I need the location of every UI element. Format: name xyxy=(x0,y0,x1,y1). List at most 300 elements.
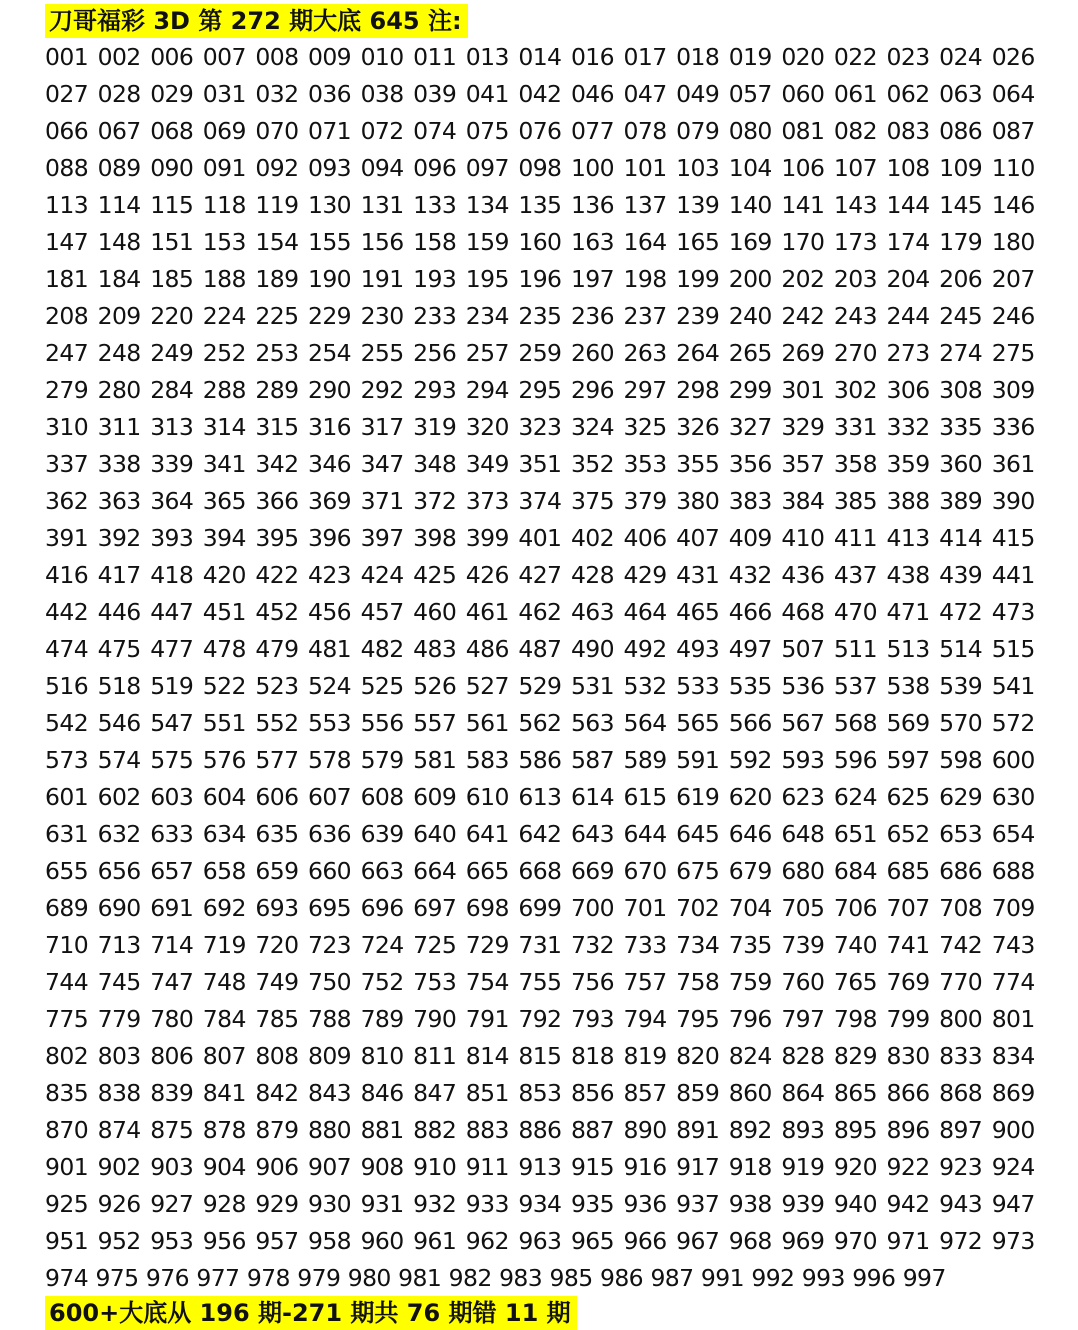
number-cell: 753 xyxy=(413,967,457,996)
number-cell: 586 xyxy=(518,745,562,774)
number-cell: 144 xyxy=(886,190,930,219)
number-cell: 958 xyxy=(307,1226,352,1255)
number-cell: 410 xyxy=(781,523,825,552)
number-cell: 732 xyxy=(570,930,614,959)
number-cell: 259 xyxy=(518,338,562,367)
number-cell: 038 xyxy=(360,79,404,108)
number-cell: 486 xyxy=(465,634,509,663)
number-cell: 156 xyxy=(360,227,404,256)
number-cell: 561 xyxy=(465,708,509,737)
number-cell: 375 xyxy=(570,486,614,515)
number-cell: 208 xyxy=(45,301,89,330)
number-cell: 656 xyxy=(97,856,141,885)
number-cell: 407 xyxy=(676,523,720,552)
number-cell: 808 xyxy=(255,1041,299,1070)
number-cell: 022 xyxy=(833,42,877,71)
number-row xyxy=(45,1074,1035,1111)
number-cell: 308 xyxy=(939,375,983,404)
number-cell: 242 xyxy=(781,301,825,330)
number-cell: 516 xyxy=(45,671,89,700)
number-cell: 760 xyxy=(781,967,825,996)
number-cell: 089 xyxy=(97,153,141,182)
number-cell: 299 xyxy=(728,375,772,404)
number-cell: 803 xyxy=(97,1041,141,1070)
number-cell: 356 xyxy=(728,449,772,478)
number-cell: 739 xyxy=(781,930,825,959)
number-cell: 532 xyxy=(623,671,667,700)
number-cell: 756 xyxy=(570,967,614,996)
number-cell: 800 xyxy=(939,1004,983,1033)
number-cell: 096 xyxy=(413,153,457,182)
number-cell: 620 xyxy=(728,782,772,811)
number-cell: 230 xyxy=(360,301,404,330)
number-cell: 184 xyxy=(97,264,141,293)
number-cell: 135 xyxy=(518,190,562,219)
number-cell: 324 xyxy=(570,412,614,441)
number-cell: 159 xyxy=(465,227,509,256)
number-cell: 578 xyxy=(307,745,352,774)
number-cell: 976 xyxy=(145,1263,189,1292)
number-cell: 507 xyxy=(781,634,825,663)
number-cell: 705 xyxy=(781,893,825,922)
number-cell: 895 xyxy=(833,1115,877,1144)
number-cell: 013 xyxy=(465,42,509,71)
number-cell: 538 xyxy=(886,671,930,700)
number-cell: 892 xyxy=(728,1115,772,1144)
number-cell: 965 xyxy=(570,1226,614,1255)
number-cell: 264 xyxy=(676,338,720,367)
number-cell: 091 xyxy=(202,153,246,182)
number-cell: 940 xyxy=(833,1189,877,1218)
number-cell: 810 xyxy=(360,1041,404,1070)
number-cell: 396 xyxy=(307,523,352,552)
number-cell: 338 xyxy=(97,449,141,478)
number-cell: 394 xyxy=(202,523,246,552)
number-cell: 399 xyxy=(465,523,509,552)
number-cell: 563 xyxy=(570,708,614,737)
number-cell: 847 xyxy=(413,1078,457,1107)
number-cell: 413 xyxy=(886,523,930,552)
number-cell: 257 xyxy=(465,338,509,367)
number-cell: 527 xyxy=(465,671,509,700)
number-cell: 366 xyxy=(255,486,299,515)
number-cell: 866 xyxy=(886,1078,930,1107)
number-cell: 572 xyxy=(991,708,1035,737)
number-cell: 610 xyxy=(465,782,509,811)
number-cell: 704 xyxy=(728,893,772,922)
number-row xyxy=(45,556,1035,593)
number-cell: 470 xyxy=(833,597,877,626)
number-cell: 146 xyxy=(991,190,1035,219)
number-cell: 551 xyxy=(202,708,246,737)
number-cell: 139 xyxy=(676,190,720,219)
number-cell: 911 xyxy=(465,1152,509,1181)
number-cell: 923 xyxy=(939,1152,983,1181)
number-cell: 522 xyxy=(202,671,246,700)
number-cell: 024 xyxy=(939,42,983,71)
number-cell: 298 xyxy=(676,375,720,404)
number-cell: 002 xyxy=(97,42,141,71)
number-cell: 780 xyxy=(150,1004,194,1033)
number-cell: 996 xyxy=(852,1263,896,1292)
number-cell: 936 xyxy=(623,1189,667,1218)
number-cell: 576 xyxy=(202,745,246,774)
number-cell: 472 xyxy=(939,597,983,626)
number-cell: 798 xyxy=(833,1004,877,1033)
number-cell: 757 xyxy=(623,967,667,996)
number-cell: 006 xyxy=(150,42,194,71)
number-cell: 985 xyxy=(549,1263,593,1292)
number-cell: 633 xyxy=(150,819,194,848)
number-cell: 890 xyxy=(623,1115,667,1144)
number-cell: 573 xyxy=(45,745,89,774)
number-cell: 326 xyxy=(676,412,720,441)
number-cell: 963 xyxy=(518,1226,562,1255)
number-cell: 197 xyxy=(570,264,614,293)
number-cell: 706 xyxy=(833,893,877,922)
number-cell: 401 xyxy=(518,523,562,552)
number-cell: 664 xyxy=(413,856,457,885)
number-cell: 173 xyxy=(833,227,877,256)
number-cell: 109 xyxy=(939,153,983,182)
number-cell: 263 xyxy=(623,338,667,367)
number-cell: 900 xyxy=(991,1115,1035,1144)
number-cell: 606 xyxy=(255,782,299,811)
number-cell: 327 xyxy=(728,412,772,441)
number-cell: 960 xyxy=(360,1226,404,1255)
number-cell: 463 xyxy=(570,597,614,626)
number-cell: 796 xyxy=(728,1004,772,1033)
number-cell: 224 xyxy=(202,301,246,330)
number-cell: 720 xyxy=(255,930,299,959)
number-cell: 991 xyxy=(700,1263,744,1292)
number-cell: 770 xyxy=(939,967,983,996)
number-cell: 562 xyxy=(518,708,562,737)
number-cell: 865 xyxy=(833,1078,877,1107)
number-cell: 784 xyxy=(202,1004,246,1033)
number-cell: 148 xyxy=(97,227,141,256)
number-cell: 026 xyxy=(991,42,1035,71)
number-cell: 465 xyxy=(676,597,720,626)
number-cell: 896 xyxy=(886,1115,930,1144)
number-cell: 426 xyxy=(465,560,509,589)
number-cell: 188 xyxy=(202,264,246,293)
number-cell: 967 xyxy=(676,1226,720,1255)
number-cell: 513 xyxy=(886,634,930,663)
number-cell: 103 xyxy=(676,153,720,182)
number-cell: 190 xyxy=(307,264,352,293)
number-cell: 723 xyxy=(307,930,352,959)
number-cell: 209 xyxy=(97,301,141,330)
number-cell: 097 xyxy=(465,153,509,182)
number-cell: 569 xyxy=(886,708,930,737)
number-cell: 380 xyxy=(676,486,720,515)
number-cell: 640 xyxy=(413,819,457,848)
number-cell: 574 xyxy=(97,745,141,774)
number-cell: 275 xyxy=(991,338,1035,367)
number-cell: 539 xyxy=(939,671,983,700)
number-cell: 644 xyxy=(623,819,667,848)
number-cell: 655 xyxy=(45,856,89,885)
number-cell: 969 xyxy=(781,1226,825,1255)
number-cell: 174 xyxy=(886,227,930,256)
number-cell: 987 xyxy=(650,1263,694,1292)
number-cell: 864 xyxy=(781,1078,825,1107)
number-cell: 917 xyxy=(676,1152,720,1181)
number-row xyxy=(45,38,1035,75)
number-cell: 902 xyxy=(97,1152,141,1181)
number-cell: 632 xyxy=(97,819,141,848)
number-cell: 437 xyxy=(833,560,877,589)
number-cell: 147 xyxy=(45,227,89,256)
number-grid xyxy=(45,38,1035,1296)
number-cell: 734 xyxy=(676,930,720,959)
number-cell: 402 xyxy=(570,523,614,552)
number-cell: 869 xyxy=(991,1078,1035,1107)
number-cell: 390 xyxy=(991,486,1035,515)
number-cell: 731 xyxy=(518,930,562,959)
number-row xyxy=(45,815,1035,852)
number-cell: 446 xyxy=(97,597,141,626)
number-cell: 039 xyxy=(413,79,457,108)
number-row xyxy=(45,112,1035,149)
number-cell: 225 xyxy=(255,301,299,330)
number-cell: 752 xyxy=(360,967,404,996)
number-cell: 819 xyxy=(623,1041,667,1070)
number-cell: 199 xyxy=(676,264,720,293)
number-cell: 088 xyxy=(45,153,89,182)
number-cell: 691 xyxy=(150,893,194,922)
number-cell: 106 xyxy=(781,153,825,182)
number-cell: 204 xyxy=(886,264,930,293)
number-cell: 417 xyxy=(97,560,141,589)
number-cell: 741 xyxy=(886,930,930,959)
number-cell: 481 xyxy=(307,634,352,663)
number-row xyxy=(45,1148,1035,1185)
number-cell: 646 xyxy=(728,819,772,848)
number-cell: 391 xyxy=(45,523,89,552)
number-row xyxy=(45,741,1035,778)
number-cell: 314 xyxy=(202,412,246,441)
number-cell: 702 xyxy=(676,893,720,922)
number-cell: 163 xyxy=(570,227,614,256)
number-cell: 690 xyxy=(97,893,141,922)
number-row xyxy=(45,630,1035,667)
number-cell: 310 xyxy=(45,412,89,441)
number-cell: 316 xyxy=(307,412,352,441)
number-cell: 547 xyxy=(150,708,194,737)
number-cell: 473 xyxy=(991,597,1035,626)
number-cell: 636 xyxy=(307,819,352,848)
number-cell: 447 xyxy=(150,597,194,626)
number-cell: 336 xyxy=(991,412,1035,441)
number-row xyxy=(45,1259,1035,1296)
number-cell: 460 xyxy=(413,597,457,626)
number-cell: 557 xyxy=(413,708,457,737)
number-cell: 134 xyxy=(465,190,509,219)
number-cell: 648 xyxy=(781,819,825,848)
number-cell: 436 xyxy=(781,560,825,589)
number-cell: 420 xyxy=(202,560,246,589)
number-cell: 511 xyxy=(833,634,877,663)
number-cell: 546 xyxy=(97,708,141,737)
number-row xyxy=(45,1000,1035,1037)
number-cell: 613 xyxy=(518,782,562,811)
number-cell: 153 xyxy=(202,227,246,256)
number-cell: 986 xyxy=(599,1263,644,1292)
number-cell: 078 xyxy=(623,116,667,145)
number-cell: 623 xyxy=(781,782,825,811)
number-cell: 018 xyxy=(676,42,720,71)
number-cell: 483 xyxy=(413,634,457,663)
number-cell: 938 xyxy=(728,1189,772,1218)
number-cell: 533 xyxy=(676,671,720,700)
number-cell: 274 xyxy=(939,338,983,367)
number-row xyxy=(45,482,1035,519)
number-cell: 246 xyxy=(991,301,1035,330)
number-cell: 393 xyxy=(150,523,194,552)
number-cell: 735 xyxy=(728,930,772,959)
number-cell: 297 xyxy=(623,375,667,404)
number-cell: 791 xyxy=(465,1004,509,1033)
number-cell: 061 xyxy=(833,79,877,108)
number-cell: 497 xyxy=(728,634,772,663)
number-cell: 553 xyxy=(307,708,352,737)
number-cell: 904 xyxy=(202,1152,246,1181)
number-cell: 353 xyxy=(623,449,667,478)
number-cell: 482 xyxy=(360,634,404,663)
number-cell: 815 xyxy=(518,1041,562,1070)
number-cell: 235 xyxy=(518,301,562,330)
number-cell: 098 xyxy=(518,153,562,182)
number-cell: 983 xyxy=(499,1263,543,1292)
number-cell: 492 xyxy=(623,634,667,663)
number-cell: 233 xyxy=(413,301,457,330)
number-cell: 597 xyxy=(886,745,930,774)
number-cell: 358 xyxy=(833,449,877,478)
number-cell: 839 xyxy=(150,1078,194,1107)
number-cell: 797 xyxy=(781,1004,825,1033)
number-cell: 893 xyxy=(781,1115,825,1144)
number-cell: 137 xyxy=(623,190,667,219)
number-cell: 461 xyxy=(465,597,509,626)
number-cell: 252 xyxy=(202,338,246,367)
number-cell: 979 xyxy=(297,1263,341,1292)
number-cell: 341 xyxy=(202,449,246,478)
number-cell: 113 xyxy=(45,190,89,219)
number-cell: 154 xyxy=(255,227,299,256)
number-cell: 693 xyxy=(255,893,299,922)
number-cell: 092 xyxy=(255,153,299,182)
number-cell: 575 xyxy=(150,745,194,774)
number-cell: 604 xyxy=(202,782,246,811)
number-cell: 428 xyxy=(570,560,614,589)
number-cell: 474 xyxy=(45,634,89,663)
number-cell: 284 xyxy=(150,375,194,404)
number-cell: 658 xyxy=(202,856,246,885)
number-cell: 875 xyxy=(150,1115,194,1144)
number-cell: 567 xyxy=(781,708,825,737)
number-cell: 371 xyxy=(360,486,404,515)
number-cell: 697 xyxy=(413,893,457,922)
number-cell: 032 xyxy=(255,79,299,108)
number-cell: 589 xyxy=(623,745,667,774)
number-cell: 067 xyxy=(97,116,141,145)
number-cell: 629 xyxy=(939,782,983,811)
number-cell: 487 xyxy=(518,634,562,663)
number-cell: 901 xyxy=(45,1152,89,1181)
number-cell: 080 xyxy=(728,116,772,145)
number-cell: 060 xyxy=(781,79,825,108)
number-cell: 918 xyxy=(728,1152,772,1181)
number-cell: 423 xyxy=(307,560,352,589)
number-cell: 535 xyxy=(728,671,772,700)
number-cell: 922 xyxy=(886,1152,930,1181)
number-cell: 191 xyxy=(360,264,404,293)
number-cell: 181 xyxy=(45,264,89,293)
number-cell: 614 xyxy=(570,782,614,811)
number-cell: 083 xyxy=(886,116,930,145)
number-cell: 795 xyxy=(676,1004,720,1033)
number-cell: 932 xyxy=(413,1189,457,1218)
number-cell: 531 xyxy=(570,671,614,700)
number-cell: 603 xyxy=(150,782,194,811)
number-cell: 660 xyxy=(307,856,352,885)
number-row xyxy=(45,408,1035,445)
number-cell: 346 xyxy=(307,449,352,478)
number-cell: 937 xyxy=(676,1189,720,1218)
number-cell: 870 xyxy=(45,1115,89,1144)
number-cell: 929 xyxy=(255,1189,299,1218)
number-cell: 935 xyxy=(570,1189,614,1218)
number-cell: 169 xyxy=(728,227,772,256)
number-cell: 203 xyxy=(833,264,877,293)
number-cell: 846 xyxy=(360,1078,404,1107)
number-cell: 020 xyxy=(781,42,825,71)
number-cell: 634 xyxy=(202,819,246,848)
number-cell: 071 xyxy=(307,116,352,145)
number-cell: 686 xyxy=(939,856,983,885)
number-cell: 809 xyxy=(307,1041,352,1070)
number-cell: 355 xyxy=(676,449,720,478)
number-cell: 891 xyxy=(676,1115,720,1144)
number-cell: 897 xyxy=(939,1115,983,1144)
number-cell: 114 xyxy=(97,190,141,219)
number-row xyxy=(45,1222,1035,1259)
number-cell: 814 xyxy=(465,1041,509,1070)
number-cell: 023 xyxy=(886,42,930,71)
number-cell: 926 xyxy=(97,1189,141,1218)
number-cell: 041 xyxy=(465,79,509,108)
number-cell: 100 xyxy=(570,153,614,182)
number-cell: 973 xyxy=(991,1226,1035,1255)
number-cell: 729 xyxy=(465,930,509,959)
number-cell: 713 xyxy=(97,930,141,959)
number-cell: 066 xyxy=(45,116,89,145)
number-cell: 930 xyxy=(307,1189,352,1218)
number-cell: 524 xyxy=(307,671,352,700)
number-cell: 587 xyxy=(570,745,614,774)
number-cell: 414 xyxy=(939,523,983,552)
number-cell: 951 xyxy=(45,1226,89,1255)
number-cell: 293 xyxy=(413,375,457,404)
number-cell: 255 xyxy=(360,338,404,367)
number-cell: 189 xyxy=(255,264,299,293)
number-cell: 490 xyxy=(570,634,614,663)
number-cell: 625 xyxy=(886,782,930,811)
number-cell: 908 xyxy=(360,1152,404,1181)
number-cell: 663 xyxy=(360,856,404,885)
